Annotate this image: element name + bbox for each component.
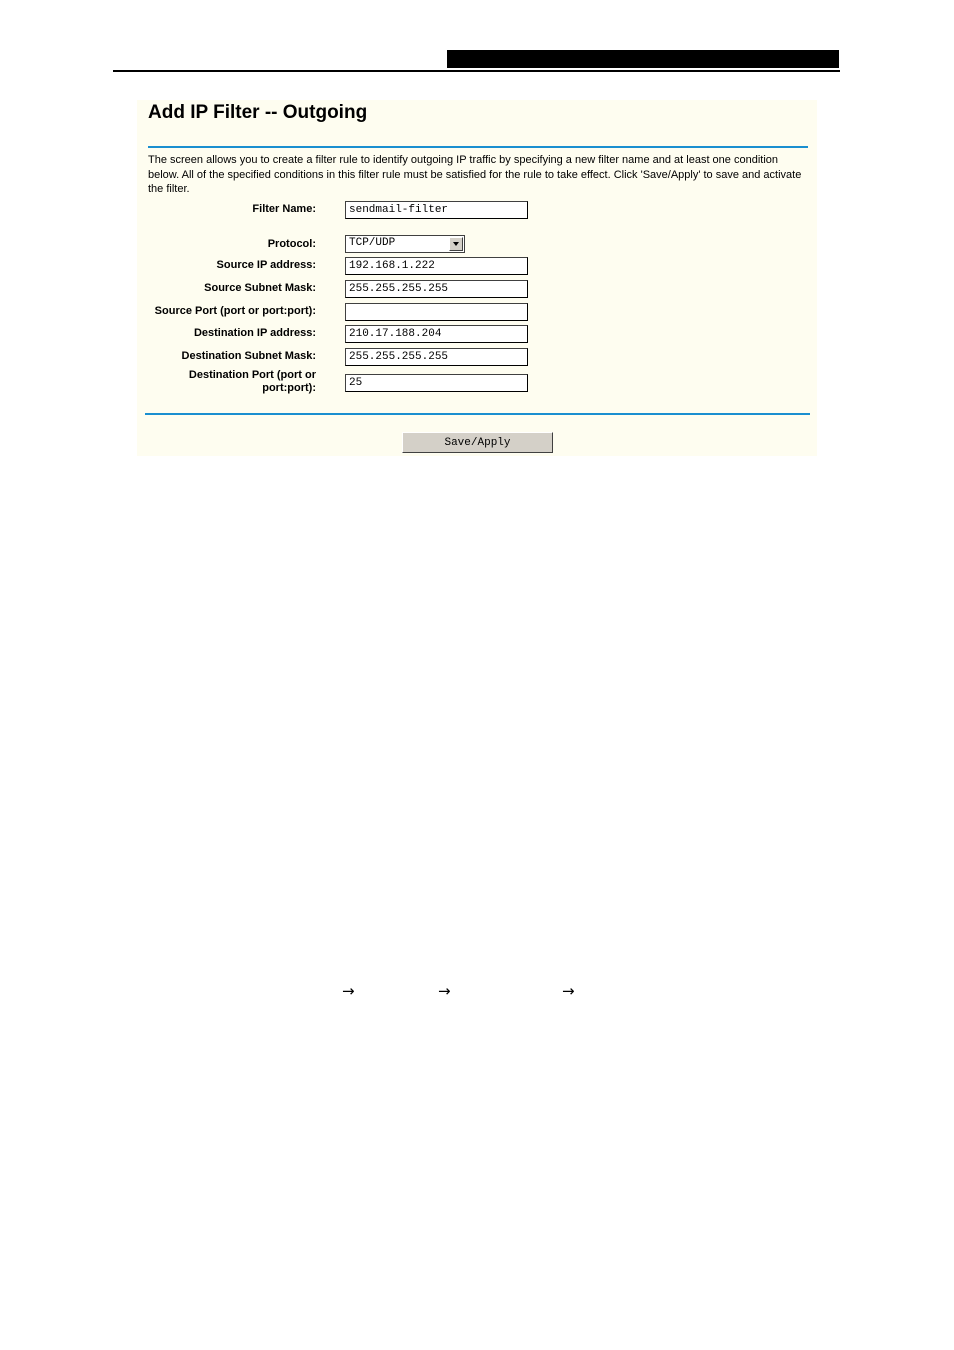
title-divider [148,146,808,148]
form-divider [145,413,810,415]
header-rule [113,70,840,72]
source-mask-input[interactable] [345,280,528,298]
dest-ip-input[interactable] [345,325,528,343]
source-port-label: Source Port (port or port:port): [154,305,316,317]
source-port-input[interactable] [345,303,528,321]
source-ip-label: Source IP address: [216,259,316,271]
source-ip-input[interactable] [345,257,528,275]
filter-name-label: Filter Name: [252,203,316,215]
source-mask-label: Source Subnet Mask: [204,282,316,294]
filter-name-input[interactable] [345,201,528,219]
dest-ip-label: Destination IP address: [193,327,316,339]
dest-mask-label: Destination Subnet Mask: [181,350,316,362]
arrow-right-icon: → [438,982,451,1000]
protocol-label: Protocol: [267,238,316,250]
save-apply-button[interactable]: Save/Apply [402,432,553,453]
dest-mask-input[interactable] [345,348,528,366]
protocol-select-value: TCP/UDP [349,237,396,249]
header-bar [447,50,839,68]
page-title: Add IP Filter -- Outgoing [148,102,368,123]
arrow-right-icon: → [342,982,355,1000]
chevron-down-icon[interactable] [449,237,463,251]
dest-port-input[interactable] [345,374,528,392]
protocol-select[interactable] [345,235,465,253]
form-description: The screen allows you to create a filter rule to identify outgoing IP traffic by specifying a new filter name and at least one condition below. All of the specified conditions in this filter rule must be satisfied for the rule to take effect. Click 'Save/Apply' to save and activate the filter. [148,154,802,195]
arrow-right-icon: → [562,982,575,1000]
dest-port-label: Destination Port (port or port:port): [188,369,316,394]
